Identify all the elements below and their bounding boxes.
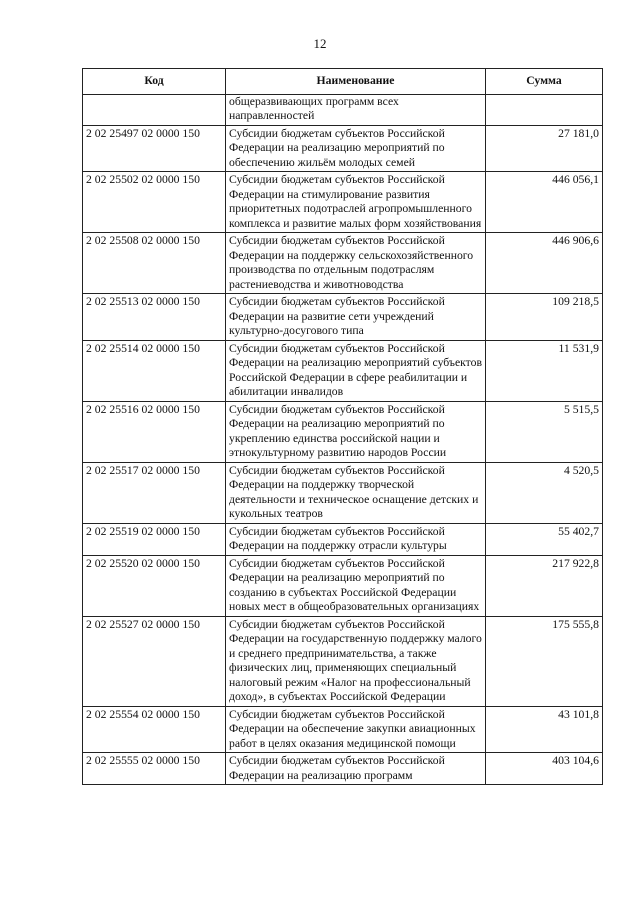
cell-name: Субсидии бюджетам субъектов Российской Федерации на стимулирование развития приоритетных подотраслей агропромышленного комплекса и развитие малых форм хозяйствования [226,172,486,233]
cell-sum: 109 218,5 [486,294,603,341]
budget-table [82,68,603,785]
table-row-continuation [83,94,603,125]
cell-code: 2 02 25527 02 0000 150 [83,616,226,706]
table-row [83,462,603,523]
cell-sum: 27 181,0 [486,125,603,172]
table-row [83,523,603,555]
table-row [83,340,603,401]
cell-code: 2 02 25519 02 0000 150 [83,523,226,555]
cell-sum: 446 056,1 [486,172,603,233]
table-row [83,172,603,233]
cell-code: 2 02 25554 02 0000 150 [83,706,226,753]
cell-code: 2 02 25555 02 0000 150 [83,753,226,785]
cell-name: Субсидии бюджетам субъектов Российской Федерации на реализацию программ [226,753,486,785]
table-row [83,555,603,616]
cell-code: 2 02 25517 02 0000 150 [83,462,226,523]
header-sum: Сумма [486,69,603,95]
page-number: 12 [313,36,327,51]
table-row [83,233,603,294]
table-row [83,706,603,753]
cell-code: 2 02 25497 02 0000 150 [83,125,226,172]
cell-sum [486,94,603,125]
cell-name: Субсидии бюджетам субъектов Российской Федерации на реализацию мероприятий субъектов Российской Федерации в сфере реабилитации и абилитации инвалидов [226,340,486,401]
cell-sum: 55 402,7 [486,523,603,555]
cell-code: 2 02 25516 02 0000 150 [83,401,226,462]
cell-sum: 5 515,5 [486,401,603,462]
cell-code: 2 02 25520 02 0000 150 [83,555,226,616]
cell-name: Субсидии бюджетам субъектов Российской Федерации на обеспечение закупки авиационных работ в целях оказания медицинской помощи [226,706,486,753]
cell-code [83,94,226,125]
cell-sum: 446 906,6 [486,233,603,294]
cell-name: Субсидии бюджетам субъектов Российской Федерации на развитие сети учреждений культурно-досугового типа [226,294,486,341]
cell-sum: 403 104,6 [486,753,603,785]
cell-sum: 11 531,9 [486,340,603,401]
cell-sum: 217 922,8 [486,555,603,616]
cell-name: Субсидии бюджетам субъектов Российской Федерации на государственную поддержку малого и среднего предпринимательства, а также физических лиц, применяющих специальный налоговый режим «Налог на профессиональный доход», в субъектах Российской Федерации [226,616,486,706]
table-row [83,125,603,172]
cell-name: Субсидии бюджетам субъектов Российской Федерации на реализацию мероприятий по созданию в субъектах Российской Федерации новых мест в общеобразовательных организациях [226,555,486,616]
table-row [83,401,603,462]
cell-code: 2 02 25514 02 0000 150 [83,340,226,401]
cell-code: 2 02 25508 02 0000 150 [83,233,226,294]
cell-name: Субсидии бюджетам субъектов Российской Федерации на поддержку творческой деятельности и техническое оснащение детских и кукольных театров [226,462,486,523]
cell-code: 2 02 25513 02 0000 150 [83,294,226,341]
header-name: Наименование [226,69,486,95]
cell-sum: 43 101,8 [486,706,603,753]
cell-name: Субсидии бюджетам субъектов Российской Федерации на реализацию мероприятий по укреплению единства российской нации и этнокультурному развитию народов России [226,401,486,462]
cell-sum: 4 520,5 [486,462,603,523]
cell-sum: 175 555,8 [486,616,603,706]
cell-name: Субсидии бюджетам субъектов Российской Федерации на реализацию мероприятий по обеспечению жильём молодых семей [226,125,486,172]
cell-code: 2 02 25502 02 0000 150 [83,172,226,233]
cell-name: Субсидии бюджетам субъектов Российской Федерации на поддержку отрасли культуры [226,523,486,555]
table-row [83,753,603,785]
cell-name: Субсидии бюджетам субъектов Российской Федерации на поддержку сельскохозяйственного производства по отдельным подотраслям растениеводства и животноводства [226,233,486,294]
cell-name: общеразвивающих программ всех направленностей [226,94,486,125]
table-row [83,294,603,341]
table-row [83,616,603,706]
table-header-row [83,69,603,95]
header-code: Код [83,69,226,95]
